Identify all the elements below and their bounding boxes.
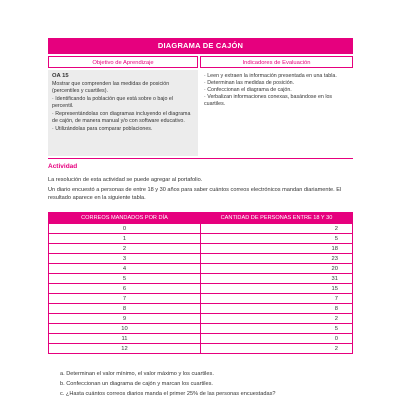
section-divider [48, 158, 353, 159]
objective-code: OA 15 [52, 73, 69, 79]
table-row [49, 244, 353, 254]
table-row [49, 324, 353, 334]
table-row [49, 284, 353, 294]
table-row [49, 304, 353, 314]
question-item: c. ¿Hasta cuántos correos diarios manda el primer 25% de las personas encuestadas? [60, 391, 276, 397]
table-row [49, 344, 353, 354]
table-cell: 10 [49, 324, 201, 334]
question-item: b. Confeccionan un diagrama de cajón y marcan los cuartiles. [60, 381, 213, 387]
evaluation-indicators-box [200, 70, 353, 156]
indicator-item: · Determinan las medidas de posición. [204, 80, 295, 86]
learning-objective-box [48, 70, 198, 156]
table-cell: 12 [49, 344, 201, 354]
table-row [49, 274, 353, 284]
activity-description: Un diario encuestó a personas de entre 18 y 30 años para saber cuántos correos electrónicos mandan diariamente. El resultado aparece en la siguiente tabla. [48, 187, 342, 201]
objective-bullet: · Representándolas con diagramas incluyendo el diagrama de cajón, de manera manual y/o con software educativo. [52, 111, 191, 124]
table-header-people: CANTIDAD DE PERSONAS ENTRE 18 Y 30 [201, 213, 353, 224]
indicator-item: · Confeccionan el diagrama de cajón. [204, 87, 292, 93]
table-header-emails: CORREOS MANDADOS POR DÍA [49, 213, 201, 224]
data-table [48, 212, 353, 354]
table-row [49, 234, 353, 244]
table-header-row [49, 213, 353, 224]
table-cell: 8 [49, 304, 201, 314]
table-cell: 2 [201, 314, 353, 324]
table-cell: 1 [49, 234, 201, 244]
objective-bullet: · Identificando la población que está sobre o bajo el percentil. [52, 96, 174, 109]
table-cell: 5 [201, 324, 353, 334]
table-cell: 4 [49, 264, 201, 274]
objective-bullet: · Utilizándolas para comparar poblaciones. [52, 126, 153, 132]
table-cell: 18 [201, 244, 353, 254]
table-cell: 20 [201, 264, 353, 274]
activity-heading: Actividad [48, 163, 78, 170]
table-row [49, 294, 353, 304]
table-cell: 31 [201, 274, 353, 284]
objective-column-header: Objetivo de Aprendizaje [48, 56, 198, 68]
table-cell: 5 [49, 274, 201, 284]
indicator-item: · Leen y extraen la información presentada en una tabla. [204, 73, 337, 79]
table-row [49, 264, 353, 274]
table-row [49, 224, 353, 234]
table-cell: 9 [49, 314, 201, 324]
table-cell: 2 [49, 244, 201, 254]
table-cell: 8 [201, 304, 353, 314]
activity-questions [60, 369, 353, 399]
objective-text: Mostrar que comprenden las medidas de posición (percentiles y cuartiles). [52, 81, 170, 94]
table-cell: 2 [201, 224, 353, 234]
table-cell: 6 [49, 284, 201, 294]
table-cell: 0 [201, 334, 353, 344]
question-item: a. Determinan el valor mínimo, el valor máximo y los cuartiles. [60, 371, 214, 377]
activity-intro: La resolución de esta actividad se puede agregar al portafolio. [48, 177, 203, 183]
table-row [49, 254, 353, 264]
indicator-item: · Verbalizan informaciones conexas, basándose en los cuartiles. [204, 94, 333, 107]
table-cell: 11 [49, 334, 201, 344]
table-cell: 3 [49, 254, 201, 264]
table-cell: 2 [201, 344, 353, 354]
table-row [49, 314, 353, 324]
table-cell: 0 [49, 224, 201, 234]
table-cell: 7 [201, 294, 353, 304]
page-title: DIAGRAMA DE CAJÓN [48, 38, 353, 54]
indicators-column-header: Indicadores de Evaluación [200, 56, 353, 68]
table-cell: 23 [201, 254, 353, 264]
table-cell: 15 [201, 284, 353, 294]
table-cell: 7 [49, 294, 201, 304]
table-cell: 5 [201, 234, 353, 244]
table-row [49, 334, 353, 344]
